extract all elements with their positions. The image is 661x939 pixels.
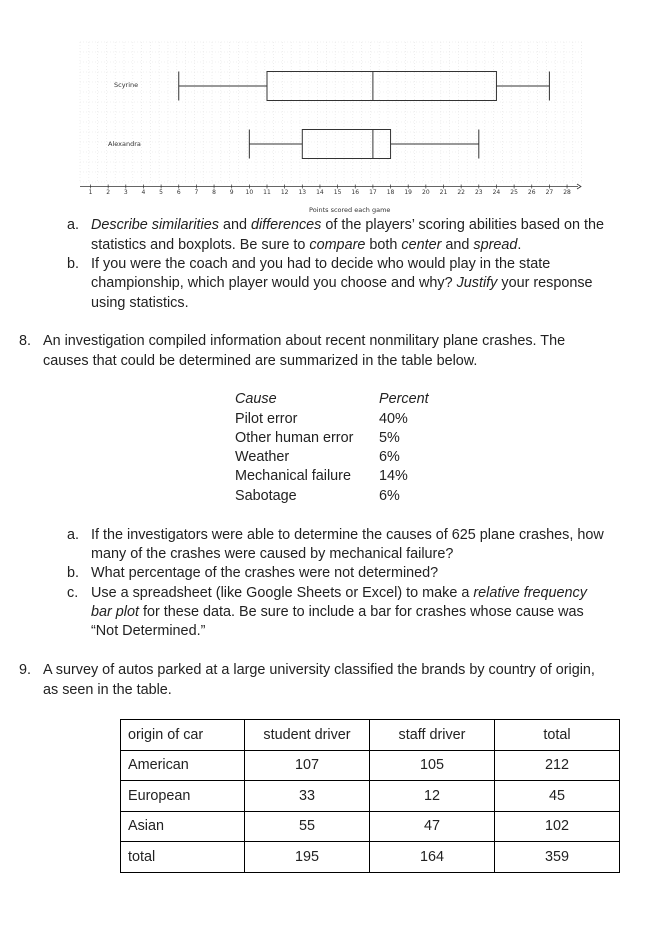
x-tick-label: 2: [106, 189, 111, 196]
table-row: [121, 842, 620, 873]
table-cell: Asian: [121, 811, 245, 842]
table-cell: 45: [495, 781, 620, 812]
plot-grid: [80, 42, 582, 182]
x-tick-label: 3: [123, 189, 128, 196]
table-cell: 105: [370, 750, 495, 781]
q7b-marker: b.: [67, 256, 80, 272]
x-tick-label: 19: [404, 189, 412, 196]
player-label-scyrine: Scyrine: [114, 81, 139, 89]
x-tick-label: 23: [474, 189, 483, 196]
percent-cell: 40%: [379, 411, 408, 427]
q7b-line2: championship, which player would you choose and why? Justify your response: [91, 275, 593, 291]
x-axis-label: Points scored each game: [309, 206, 391, 214]
percent-cell: 6%: [379, 488, 400, 504]
box-iqr: [302, 130, 390, 159]
x-tick-label: 11: [263, 189, 271, 196]
table-cell: 359: [495, 842, 620, 873]
boxplot-figure: [0, 0, 661, 220]
x-tick-label: 16: [351, 189, 360, 196]
x-tick-label: 21: [439, 189, 448, 196]
percent-cell: 5%: [379, 430, 400, 446]
header-cell: staff driver: [370, 720, 495, 751]
plot-marks: [80, 72, 581, 190]
x-tick-label: 10: [245, 189, 254, 196]
x-tick-label: 14: [316, 189, 324, 196]
table-row: [121, 750, 620, 781]
car-origin-table: [120, 719, 620, 873]
q8b-marker: b.: [67, 565, 80, 581]
table-cell: European: [121, 781, 245, 812]
cause-header: Cause: [235, 391, 277, 407]
table-cell: 164: [370, 842, 495, 873]
q7a-marker: a.: [67, 217, 80, 233]
table-cell: 12: [370, 781, 495, 812]
x-tick-label: 22: [457, 189, 465, 196]
x-tick-label: 15: [333, 189, 342, 196]
q8b-line1: What percentage of the crashes were not determined?: [91, 565, 439, 581]
table-cell: American: [121, 750, 245, 781]
q8c-line3: “Not Determined.”: [91, 623, 206, 639]
q7a-line2: statistics and boxplots. Be sure to compare both center and spread.: [91, 237, 522, 253]
x-tick-label: 25: [510, 189, 518, 196]
x-tick-label: 4: [141, 189, 146, 196]
q8-line1: An investigation compiled information about recent nonmilitary plane crashes. The: [43, 333, 566, 349]
table-header-row: [121, 720, 620, 751]
q8c-line1: Use a spreadsheet (like Google Sheets or Excel) to make a relative frequency: [91, 585, 587, 601]
x-tick-label: 9: [229, 189, 234, 196]
q8a-line1: If the investigators were able to determine the causes of 625 plane crashes, how: [91, 527, 604, 543]
x-tick-label: 18: [386, 189, 395, 196]
cause-cell: Mechanical failure: [235, 468, 351, 484]
table-row: [121, 781, 620, 812]
header-cell: student driver: [245, 720, 370, 751]
table-cell: 55: [245, 811, 370, 842]
q7b-line1: If you were the coach and you had to decide who would play in the state: [91, 256, 551, 272]
cause-cell: Other human error: [235, 430, 354, 446]
table-cell: 195: [245, 842, 370, 873]
table-row: [121, 811, 620, 842]
percent-cell: 6%: [379, 449, 400, 465]
x-tick-label: 7: [194, 189, 199, 196]
x-tick-label: 24: [492, 189, 501, 196]
percent-header: Percent: [379, 391, 429, 407]
q9-number: 9.: [19, 662, 32, 678]
table-cell: 33: [245, 781, 370, 812]
q8-number: 8.: [19, 333, 32, 349]
header-cell: total: [495, 720, 620, 751]
q8c-line2: bar plot for these data. Be sure to include a bar for crashes whose cause was: [91, 604, 584, 620]
x-tick-label: 28: [563, 189, 571, 196]
table-cell: 102: [495, 811, 620, 842]
x-tick-label: 13: [298, 189, 307, 196]
player-label-alexandra: Alexandra: [108, 140, 141, 148]
x-tick-label: 5: [159, 189, 163, 196]
q8-line2: causes that could be determined are summarized in the table below.: [43, 353, 478, 369]
q8a-marker: a.: [67, 527, 80, 543]
percent-cell: 14%: [379, 468, 408, 484]
table-cell: 107: [245, 750, 370, 781]
box-iqr: [267, 72, 496, 101]
q7b-line3: using statistics.: [91, 295, 189, 311]
x-tick-label: 17: [369, 189, 377, 196]
header-cell: origin of car: [121, 720, 245, 751]
x-tick-label: 8: [212, 189, 216, 196]
q7a-line1: Describe similarities and differences of the players’ scoring abilities based on the: [91, 217, 605, 233]
table-cell: total: [121, 842, 245, 873]
x-tick-label: 12: [280, 189, 289, 196]
table-cell: 47: [370, 811, 495, 842]
x-tick-label: 1: [88, 189, 93, 196]
q9-line1: A survey of autos parked at a large university classified the brands by country of origin,: [43, 662, 595, 678]
table-cell: 212: [495, 750, 620, 781]
q8a-line2: many of the crashes were caused by mechanical failure?: [91, 546, 454, 562]
q9-line2: as seen in the table.: [43, 682, 172, 698]
x-tick-label: 6: [176, 189, 181, 196]
x-tick-label: 27: [545, 189, 554, 196]
cause-cell: Weather: [235, 449, 290, 465]
cause-cell: Pilot error: [235, 411, 298, 427]
x-tick-label: 20: [422, 189, 430, 196]
q8c-marker: c.: [67, 585, 79, 601]
cause-cell: Sabotage: [235, 488, 297, 504]
x-tick-label: 26: [527, 189, 536, 196]
